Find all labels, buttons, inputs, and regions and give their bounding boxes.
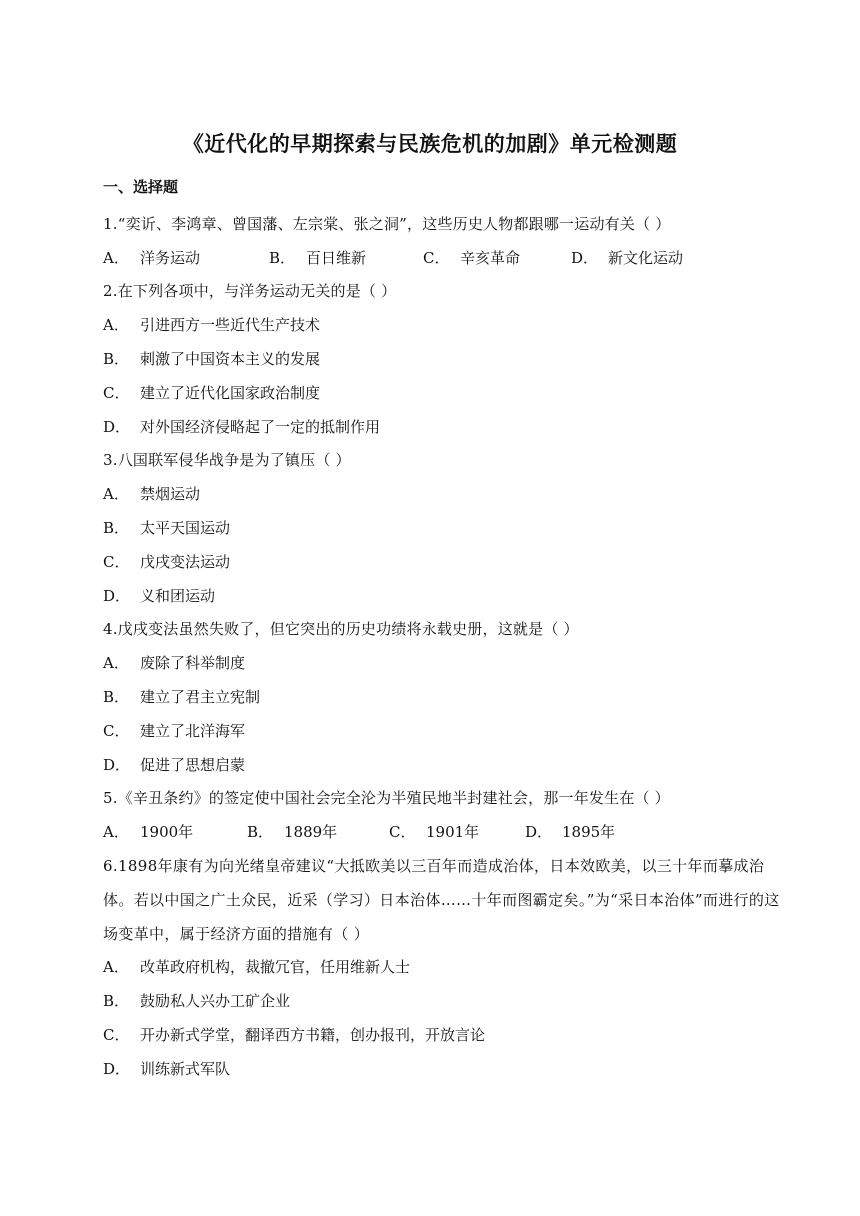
option-text: 禁烟运动 (140, 485, 201, 504)
option-text: 新文化运动 (608, 248, 684, 267)
question-1-option-b (269, 242, 423, 276)
question-5-option-c (389, 816, 525, 850)
option-text: 建立了近代化国家政治制度 (140, 383, 321, 402)
option-text: 1895年 (562, 823, 616, 842)
question-2-option-a (103, 309, 793, 343)
question-4-option-a (103, 647, 793, 681)
option-letter: B． (103, 687, 130, 706)
option-letter: C． (423, 248, 450, 267)
question-2-option-c (103, 377, 793, 411)
option-text: 辛亥革命 (460, 248, 521, 267)
option-text: 建立了君主立宪制 (140, 687, 261, 706)
option-text: 开办新式学堂，翻译西方书籍，创办报刊，开放言论 (140, 1025, 486, 1044)
option-letter: A． (103, 316, 129, 335)
question-4-stem: 4.戊戌变法虽然失败了，但它突出的历史功绩将永载史册，这就是（ ） (103, 620, 579, 639)
section-heading: 一、选择题 (103, 178, 179, 196)
option-text: 对外国经济侵略起了一定的抵制作用 (140, 417, 381, 436)
question-6-option-d (103, 1053, 793, 1087)
question-6-option-b (103, 985, 793, 1019)
option-letter: D． (103, 755, 131, 774)
option-text: 建立了北洋海军 (140, 721, 246, 740)
option-letter: B． (269, 248, 296, 267)
question-1-options (103, 242, 793, 276)
option-text: 1900年 (140, 823, 194, 842)
option-text: 戊戌变法运动 (140, 552, 231, 571)
question-5-option-d (525, 816, 615, 850)
option-text: 1901年 (426, 823, 480, 842)
option-text: 鼓励私人兴办工矿企业 (140, 992, 291, 1011)
option-letter: A． (103, 823, 129, 842)
option-text: 改革政府机构，裁撤冗官，任用维新人士 (140, 958, 411, 977)
option-letter: D． (103, 1059, 131, 1078)
question-2-option-b (103, 343, 793, 377)
question-5-option-a (103, 816, 247, 850)
question-1-option-a (103, 242, 269, 276)
option-text: 促进了思想启蒙 (140, 755, 246, 774)
option-text: 引进西方一些近代生产技术 (140, 316, 321, 335)
option-letter: D． (525, 823, 553, 842)
document-body (103, 174, 793, 1087)
question-4-option-d (103, 749, 793, 783)
question-4-option-c (103, 715, 793, 749)
question-6-stem: 6.1898年康有为向光绪皇帝建议“大抵欧美以三百年而造成治体，日本效欧美，以三十年而摹成治体。若以中国之广土众民，近采（学习）日本治体……十年而图霸定矣。”为“采日本治体”而进行的这场变革中，属于经济方面的措施有（ ） (103, 856, 780, 943)
option-letter: C． (103, 383, 130, 402)
option-text: 废除了科举制度 (140, 654, 246, 673)
question-6-option-a (103, 951, 793, 985)
option-text: 洋务运动 (140, 248, 201, 267)
question-3-option-d (103, 580, 793, 614)
option-letter: A． (103, 248, 129, 267)
option-letter: B． (103, 518, 130, 537)
option-text: 太平天国运动 (140, 518, 231, 537)
question-5-options (103, 816, 793, 850)
option-letter: D． (571, 248, 599, 267)
option-letter: B． (247, 823, 274, 842)
option-letter: A． (103, 485, 129, 504)
option-text: 义和团运动 (140, 586, 216, 605)
question-4-option-b (103, 681, 793, 715)
question-1-option-d (571, 242, 683, 276)
question-2-option-d (103, 411, 793, 445)
question-5-stem: 5.《辛丑条约》的签定使中国社会完全沦为半殖民地半封建社会，那一年发生在（ ） (103, 789, 670, 808)
option-letter: B． (103, 349, 130, 368)
option-letter: A． (103, 958, 129, 977)
question-3-option-a (103, 478, 793, 512)
option-letter: C． (389, 823, 416, 842)
option-letter: D． (103, 417, 131, 436)
question-1-option-c (423, 242, 571, 276)
option-letter: A． (103, 654, 129, 673)
option-letter: C． (103, 552, 130, 571)
question-3-option-c (103, 546, 793, 580)
option-text: 刺激了中国资本主义的发展 (140, 349, 321, 368)
option-letter: C． (103, 1025, 130, 1044)
question-6-option-c (103, 1019, 793, 1053)
question-3-option-b (103, 512, 793, 546)
question-3-stem: 3.八国联军侵华战争是为了镇压（ ） (103, 451, 351, 470)
option-text: 百日维新 (306, 248, 367, 267)
question-2-stem: 2.在下列各项中，与洋务运动无关的是（ ） (103, 282, 397, 301)
option-letter: B． (103, 992, 130, 1011)
document-title: 《近代化的早期探索与民族危机的加剧》单元检测题 (182, 131, 678, 156)
option-letter: D． (103, 586, 131, 605)
option-text: 训练新式军队 (140, 1059, 231, 1078)
question-5-option-b (247, 816, 389, 850)
option-text: 1889年 (284, 823, 338, 842)
question-1-stem: 1.“奕䜣、李鸿章、曾国藩、左宗棠、张之洞”，这些历史人物都跟哪一运动有关（ ） (103, 214, 671, 233)
option-letter: C． (103, 721, 130, 740)
